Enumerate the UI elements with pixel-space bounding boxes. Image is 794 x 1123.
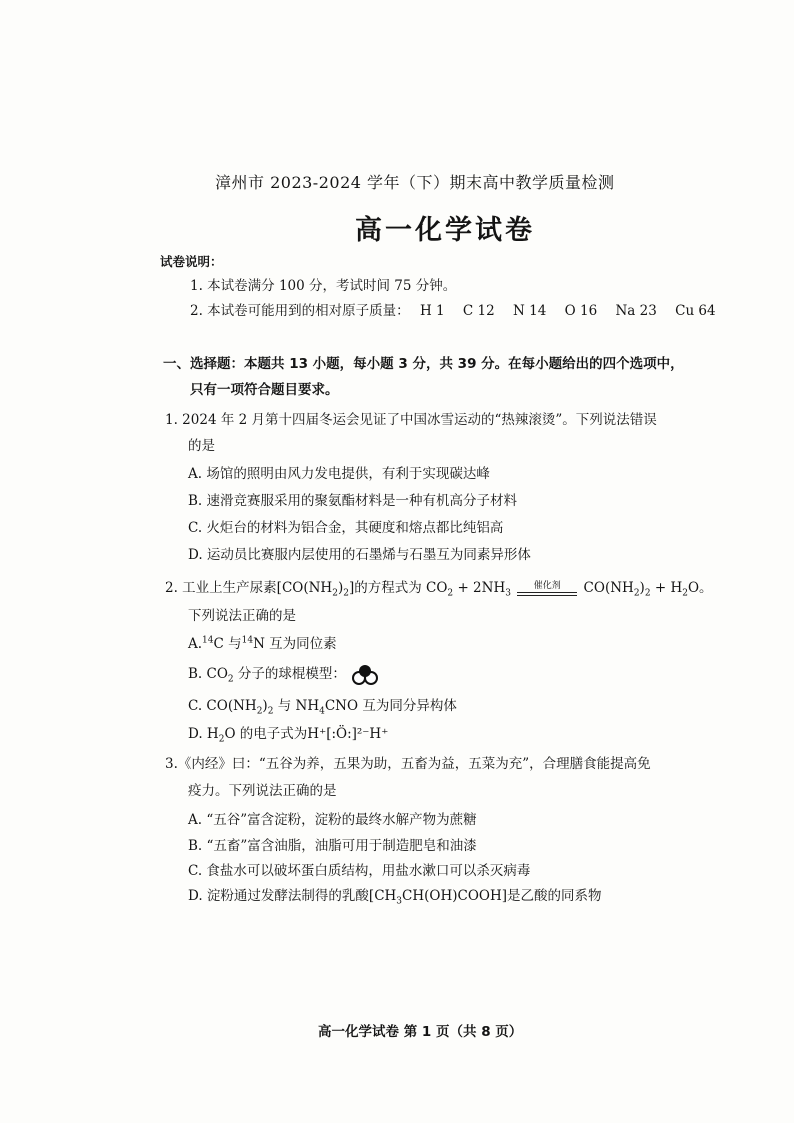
mass-n: N 14: [513, 303, 547, 319]
notes-heading: 试卷说明：: [160, 254, 223, 269]
q2-option-b-part: B. CO: [188, 666, 228, 682]
q1-stem-line-2: 的是: [188, 438, 215, 454]
q2-stem-part: + 2NH: [453, 580, 506, 596]
page-title: 高一化学试卷: [355, 215, 535, 246]
q2-option-d-part: O 的电子式为: [224, 726, 308, 742]
q2-stem-line-2: 下列说法正确的是: [188, 608, 296, 624]
q2-stem-part: O。: [687, 580, 713, 596]
electron-formula: H⁺[:Ö:]²⁻H⁺: [307, 726, 389, 742]
q2-stem-part: ): [337, 580, 344, 596]
exam-header: 漳州市 2023-2024 学年（下）期末高中教学质量检测: [215, 173, 615, 192]
q2-stem-part: ]的方程式为 CO: [348, 580, 448, 596]
q3-option-b: B. “五畜”富含油脂，油脂可用于制造肥皂和油漆: [188, 838, 477, 854]
mass-c: C 12: [462, 303, 495, 319]
q2-option-a-part: C 与: [213, 636, 242, 652]
q2-option-c-part: CNO 互为同分异构体: [324, 698, 457, 714]
mass-na: Na 23: [615, 303, 657, 319]
catalyst-label: 催化剂: [533, 581, 561, 591]
ball-and-stick-model-icon: [350, 664, 380, 686]
q3-option-d: D. 淀粉通过发酵法制得的乳酸$[CH_3CH(OH)COOH]$是乙酸的同系物: [188, 888, 602, 907]
q3-stem-line-1: 3.《内经》曰：“五谷为养，五果为助，五畜为益，五菜为充”，合理膳食能提高免: [165, 756, 651, 772]
q2-stem-part: CO(NH: [579, 580, 634, 596]
q2-stem-part: 2. 工业上生产尿素[CO(NH: [165, 580, 333, 596]
q1-stem-line-1: 1. 2024 年 2 月第十四届冬运会见证了中国冰雪运动的“热辣滚烫”。下列说法错误: [165, 412, 657, 428]
q3-option-d-part: CH(OH)COOH]是乙酸的同系物: [402, 888, 602, 904]
q2-option-c-part: C. CO(NH: [188, 698, 257, 714]
mass-h: H 1: [419, 303, 445, 319]
q1-option-c: C. 火炬台的材料为铝合金，其硬度和熔点都比纯铝高: [188, 520, 504, 536]
q2-option-d: D. $H_2O$ 的电子式为H⁺[:Ö:]²⁻H⁺: [188, 726, 389, 745]
q3-option-a: A. “五谷”富含淀粉，淀粉的最终水解产物为蔗糖: [188, 812, 477, 828]
q2-option-c: C. $CO(NH_2)_2$ 与 $NH_4CNO$ 互为同分异构体: [188, 698, 457, 717]
q2-option-b-part: 分子的球棍模型：: [233, 666, 346, 682]
page-footer: 高一化学试卷 第 1 页（共 8 页）: [318, 1024, 523, 1040]
q2-option-b: B. $CO_2$ 分子的球棍模型：: [188, 662, 380, 686]
q1-option-b: B. 速滑竞赛服采用的聚氨酯材料是一种有机高分子材料: [188, 493, 518, 509]
q3-option-d-part: D. 淀粉通过发酵法制得的乳酸[CH: [188, 888, 397, 904]
note-item-1: 1. 本试卷满分 100 分，考试时间 75 分钟。: [190, 278, 457, 294]
q1-option-d: D. 运动员比赛服内层使用的石墨烯与石墨互为同素异形体: [188, 547, 531, 563]
q3-option-c: C. 食盐水可以破坏蛋白质结构，用盐水漱口可以杀灭病毒: [188, 863, 531, 879]
q3-stem-line-2: 疫力。下列说法正确的是: [188, 783, 337, 799]
catalyst-arrow: [517, 581, 577, 596]
q2-option-a-part: N 互为同位素: [253, 636, 337, 652]
q2-option-d-part: D. H: [188, 726, 219, 742]
section-heading-line-1: 一、选择题：本题共 13 小题，每小题 3 分，共 39 分。在每小题给出的四个选项中，: [163, 356, 684, 372]
mass-o: O 16: [564, 303, 598, 319]
note-item-2-text: 2. 本试卷可能用到的相对原子质量：: [190, 303, 410, 319]
section-heading-line-2: 只有一项符合题目要求。: [190, 382, 339, 398]
q2-option-a: A.$^{14}$C 与$^{14}$N 互为同位素: [188, 635, 337, 652]
q2-stem-part: + H: [650, 580, 683, 596]
mass-cu: Cu 64: [675, 303, 716, 319]
q2-option-a-part: A.: [188, 636, 203, 652]
q1-option-a: A. 场馆的照明由风力发电提供，有利于实现碳达峰: [188, 466, 490, 482]
q2-option-c-part: 与 NH: [273, 698, 320, 714]
note-item-2: [190, 299, 716, 319]
q2-stem-line-1: 2. 工业上生产尿素$[CO(NH_2)_2]$的方程式为 $CO_2 + 2NH_3$ 催化剂 $CO(NH_2)_2 + H_2O$。: [165, 580, 713, 599]
